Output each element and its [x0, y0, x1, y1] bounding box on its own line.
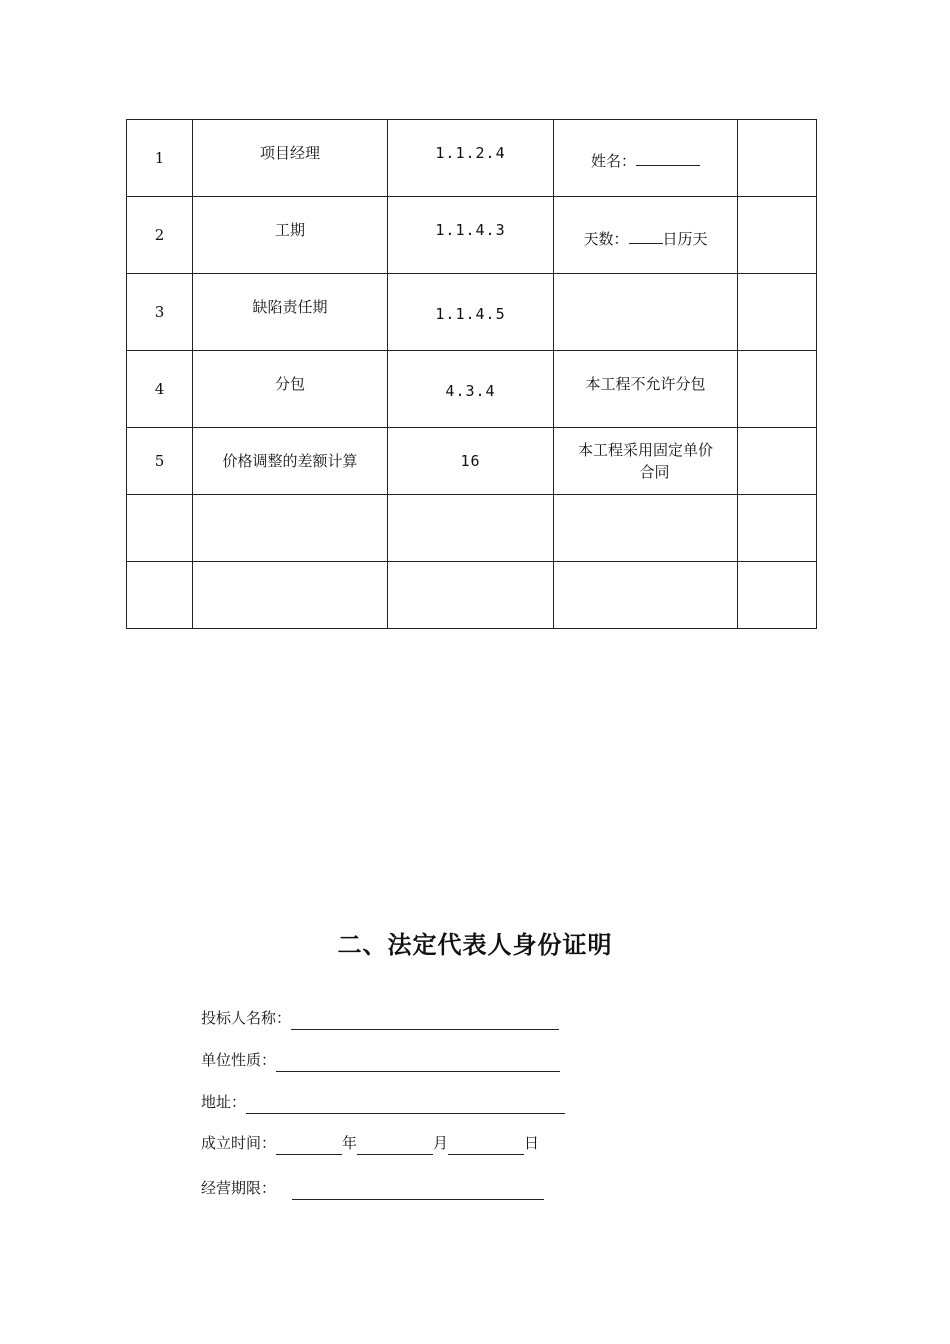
item-name: 工期 — [193, 197, 388, 274]
business-term-label: 经营期限： — [201, 1179, 277, 1197]
month-label: 月 — [433, 1134, 449, 1152]
row-number: 1 — [127, 120, 193, 197]
item-name: 缺陷责任期 — [193, 274, 388, 351]
bidder-name-line — [201, 1006, 559, 1030]
clause-number: 16 — [388, 428, 554, 495]
empty-cell — [554, 562, 738, 629]
bidder-name-label: 投标人名称： — [201, 1009, 292, 1027]
remark-cell — [738, 197, 817, 274]
clause-number: 4.3.4 — [388, 351, 554, 428]
content-line-1: 本工程采用固定单价 — [577, 441, 713, 459]
content-text: 姓名： — [590, 151, 636, 170]
table-row — [127, 274, 817, 351]
day-label: 日 — [524, 1134, 540, 1152]
address-line — [201, 1090, 565, 1114]
empty-cell — [388, 562, 554, 629]
section-title: 二、法定代表人身份证明 — [337, 931, 613, 959]
clause-number: 1.1.2.4 — [388, 120, 554, 197]
unit-nature-line — [201, 1048, 560, 1072]
blank-underline — [629, 227, 663, 244]
remark-cell — [738, 428, 817, 495]
empty-cell — [127, 495, 193, 562]
item-name: 价格调整的差额计算 — [193, 428, 388, 495]
row-number: 3 — [127, 274, 193, 351]
empty-cell — [127, 562, 193, 629]
clause-number: 1.1.4.3 — [388, 197, 554, 274]
content-text: 天数： — [583, 229, 629, 248]
table-row — [127, 197, 817, 274]
item-name: 分包 — [193, 351, 388, 428]
blank-underline — [636, 149, 700, 166]
address-field[interactable] — [246, 1095, 565, 1114]
clause-number: 1.1.4.5 — [388, 274, 554, 351]
unit-nature-label: 单位性质： — [201, 1051, 277, 1069]
content-cell — [554, 274, 738, 351]
content-cell — [554, 428, 738, 495]
content-cell — [554, 120, 738, 197]
unit-nature-field[interactable] — [276, 1053, 560, 1072]
empty-cell — [554, 495, 738, 562]
bidder-name-field[interactable] — [291, 1011, 559, 1030]
month-field[interactable] — [357, 1136, 433, 1155]
day-field[interactable] — [448, 1136, 524, 1155]
remark-cell — [738, 351, 817, 428]
table-row — [127, 120, 817, 197]
content-cell — [554, 197, 738, 274]
remark-cell — [738, 120, 817, 197]
row-number: 2 — [127, 197, 193, 274]
table-row — [127, 351, 817, 428]
empty-cell — [193, 562, 388, 629]
content-cell: 本工程不允许分包 — [554, 351, 738, 428]
table-row — [127, 495, 817, 562]
row-number: 4 — [127, 351, 193, 428]
empty-cell — [388, 495, 554, 562]
year-label: 年 — [342, 1134, 358, 1152]
content-suffix: 日历天 — [662, 229, 708, 248]
remark-cell — [738, 274, 817, 351]
business-term-field[interactable] — [292, 1181, 544, 1200]
business-term-line — [201, 1176, 544, 1200]
clause-table — [126, 119, 817, 629]
address-label: 地址： — [201, 1093, 247, 1111]
item-name: 项目经理 — [193, 120, 388, 197]
year-field[interactable] — [276, 1136, 342, 1155]
empty-cell — [193, 495, 388, 562]
established-date-line — [201, 1131, 539, 1155]
empty-cell — [738, 495, 817, 562]
content-line-2: 合同 — [639, 463, 670, 481]
table-row — [127, 428, 817, 495]
row-number: 5 — [127, 428, 193, 495]
table-row — [127, 562, 817, 629]
empty-cell — [738, 562, 817, 629]
established-label: 成立时间： — [201, 1134, 277, 1152]
